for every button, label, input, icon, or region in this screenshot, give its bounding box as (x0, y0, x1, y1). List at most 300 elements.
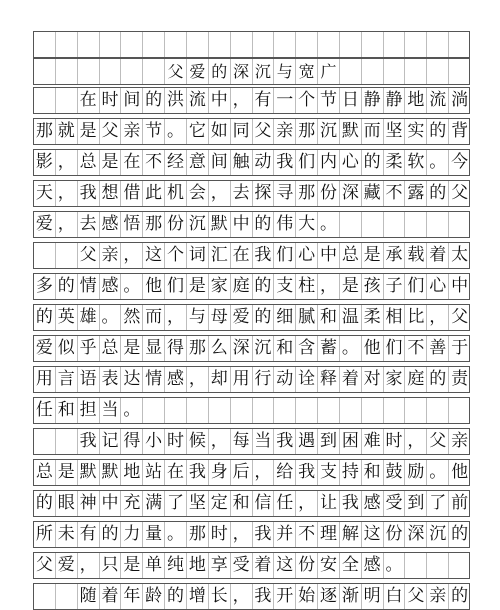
grid-cell: 随 (77, 584, 99, 609)
grid-cell: 亲 (120, 119, 142, 144)
grid-cell: 候 (186, 429, 208, 454)
grid-cell: 亲 (273, 119, 295, 144)
grid-cell: 安 (317, 553, 339, 578)
grid-cell (55, 584, 77, 609)
grid-cell: 逐 (317, 584, 339, 609)
grid-cell: 并 (273, 522, 295, 547)
grid-cell: 他 (448, 460, 470, 485)
grid-cell: 。 (120, 274, 142, 299)
grid-cell: 影 (33, 150, 55, 175)
essay-title (33, 58, 470, 85)
grid-cell: 这 (273, 553, 295, 578)
grid-cell: 励 (404, 460, 426, 485)
grid-cell: 的 (33, 491, 55, 516)
grid-cell (448, 398, 470, 423)
grid-cell: 的 (99, 522, 121, 547)
grid-cell: 纯 (164, 553, 186, 578)
grid-cell (361, 59, 383, 84)
grid-cell: 我 (252, 584, 274, 609)
grid-cell: 温 (339, 305, 361, 330)
grid-cell: 让 (317, 491, 339, 516)
grid-cell (33, 32, 55, 57)
grid-cell: 一 (273, 88, 295, 113)
grid-cell: ， (186, 367, 208, 392)
grid-cell: 满 (142, 491, 164, 516)
grid-cell: 有 (252, 88, 274, 113)
grid-cell: 信 (252, 491, 274, 516)
grid-cell: 总 (77, 150, 99, 175)
grid-cell (273, 32, 295, 57)
grid-cell: 的 (164, 584, 186, 609)
grid-cell: 探 (252, 181, 274, 206)
grid-cell: 在 (120, 150, 142, 175)
grid-cell: 。 (164, 119, 186, 144)
grid-cell: 不 (142, 150, 164, 175)
grid-cell: 受 (230, 553, 252, 578)
grid-cell: 中 (99, 491, 121, 516)
grid-cell: 地 (186, 553, 208, 578)
blank-row (33, 31, 470, 58)
grid-cell (55, 429, 77, 454)
grid-cell (404, 553, 426, 578)
grid-cell: 沉 (252, 336, 274, 361)
grid-cell (230, 398, 252, 423)
grid-cell: 。 (426, 150, 448, 175)
grid-cell: 的 (361, 150, 383, 175)
grid-cell (404, 59, 426, 84)
grid-cell (33, 584, 55, 609)
grid-cell (142, 32, 164, 57)
grid-cell (339, 212, 361, 237)
essay-line (33, 304, 470, 331)
grid-cell (186, 32, 208, 57)
grid-cell: 那 (142, 212, 164, 237)
grid-cell: 。 (339, 336, 361, 361)
grid-cell: 去 (230, 181, 252, 206)
grid-cell: ， (295, 491, 317, 516)
grid-cell: 对 (361, 367, 383, 392)
grid-cell: 父 (77, 243, 99, 268)
grid-cell: 鼓 (383, 460, 405, 485)
grid-cell: 的 (252, 212, 274, 237)
grid-cell: 的 (208, 59, 230, 84)
grid-cell: 份 (295, 553, 317, 578)
grid-cell: 遇 (295, 429, 317, 454)
grid-cell (77, 59, 99, 84)
grid-cell: 如 (208, 119, 230, 144)
grid-cell (317, 398, 339, 423)
grid-cell: 柱 (295, 274, 317, 299)
grid-cell: 享 (208, 553, 230, 578)
grid-cell: 和 (55, 398, 77, 423)
grid-cell: 的 (448, 584, 470, 609)
grid-cell: 理 (317, 522, 339, 547)
grid-cell: 始 (295, 584, 317, 609)
grid-cell: 相 (383, 305, 405, 330)
grid-cell: 开 (273, 584, 295, 609)
grid-cell: 柔 (361, 305, 383, 330)
grid-cell: 后 (230, 460, 252, 485)
grid-cell (33, 243, 55, 268)
grid-cell: 借 (120, 181, 142, 206)
grid-cell: 支 (317, 460, 339, 485)
grid-cell: 总 (33, 460, 55, 485)
grid-cell: 。 (120, 398, 142, 423)
grid-cell (208, 398, 230, 423)
grid-cell: 地 (120, 460, 142, 485)
grid-cell: 达 (120, 367, 142, 392)
grid-cell: 地 (404, 88, 426, 113)
grid-cell: 爱 (33, 212, 55, 237)
grid-cell: 与 (273, 59, 295, 84)
grid-cell: ， (404, 429, 426, 454)
grid-cell: 沉 (252, 59, 274, 84)
grid-cell: 想 (99, 181, 121, 206)
grid-cell (208, 32, 230, 57)
grid-cell: 的 (426, 181, 448, 206)
grid-cell: 静 (361, 88, 383, 113)
grid-cell: 时 (164, 429, 186, 454)
grid-cell: 中 (208, 88, 230, 113)
grid-cell: 我 (186, 460, 208, 485)
grid-cell: 们 (273, 243, 295, 268)
essay-line (33, 242, 470, 269)
essay-line (33, 397, 470, 424)
grid-cell: 那 (33, 119, 55, 144)
grid-cell: 心 (339, 150, 361, 175)
grid-cell (317, 32, 339, 57)
grid-cell (426, 212, 448, 237)
grid-cell: 这 (361, 522, 383, 547)
grid-cell: 是 (99, 150, 121, 175)
grid-cell: 言 (55, 367, 77, 392)
grid-cell: 不 (383, 181, 405, 206)
grid-cell (120, 32, 142, 57)
grid-cell (404, 212, 426, 237)
grid-cell: 深 (230, 336, 252, 361)
grid-cell (99, 32, 121, 57)
grid-cell: 时 (99, 88, 121, 113)
grid-cell: 全 (339, 553, 361, 578)
grid-cell (55, 59, 77, 84)
grid-cell: 长 (208, 584, 230, 609)
grid-cell: 藏 (361, 181, 383, 206)
grid-cell: 节 (142, 119, 164, 144)
grid-cell: 承 (383, 243, 405, 268)
grid-cell: 眼 (55, 491, 77, 516)
essay-line (33, 211, 470, 238)
grid-cell (361, 398, 383, 423)
composition-paper (33, 0, 470, 606)
grid-cell: 当 (252, 429, 274, 454)
grid-cell: 神 (77, 491, 99, 516)
grid-cell: 是 (186, 274, 208, 299)
grid-cell: ， (77, 553, 99, 578)
grid-cell: 是 (120, 553, 142, 578)
grid-cell: ， (426, 305, 448, 330)
grid-cell: 中 (448, 274, 470, 299)
grid-cell: 中 (317, 243, 339, 268)
grid-cell: 父 (426, 429, 448, 454)
grid-cell (142, 59, 164, 84)
essay-line (33, 366, 470, 393)
grid-cell: ， (55, 150, 77, 175)
grid-cell (383, 212, 405, 237)
grid-cell (142, 398, 164, 423)
grid-cell: 当 (99, 398, 121, 423)
grid-cell: 所 (33, 522, 55, 547)
grid-cell: 总 (339, 243, 361, 268)
grid-cell: 总 (99, 336, 121, 361)
grid-cell: 广 (317, 59, 339, 84)
grid-cell: 大 (295, 212, 317, 237)
grid-cell: 坚 (383, 119, 405, 144)
grid-cell: 露 (404, 181, 426, 206)
grid-cell: 会 (186, 181, 208, 206)
grid-cell: ， (317, 274, 339, 299)
grid-cell: 爱 (55, 553, 77, 578)
grid-cell: 是 (120, 336, 142, 361)
grid-cell: 间 (120, 88, 142, 113)
grid-cell: 那 (186, 336, 208, 361)
grid-cell: 量 (142, 522, 164, 547)
grid-cell: 站 (142, 460, 164, 485)
grid-cell: 们 (383, 336, 405, 361)
grid-cell: 然 (120, 305, 142, 330)
grid-cell (164, 32, 186, 57)
grid-cell: 动 (273, 367, 295, 392)
grid-cell: 爱 (230, 305, 252, 330)
grid-cell: 它 (186, 119, 208, 144)
grid-cell: 不 (404, 336, 426, 361)
grid-cell: 着 (426, 243, 448, 268)
grid-cell: ， (230, 584, 252, 609)
grid-cell: 日 (339, 88, 361, 113)
grid-cell: 天 (33, 181, 55, 206)
grid-cell: 记 (99, 429, 121, 454)
grid-cell (230, 32, 252, 57)
grid-cell: 到 (404, 491, 426, 516)
grid-cell: 们 (404, 274, 426, 299)
grid-cell: 时 (208, 522, 230, 547)
grid-cell: 行 (252, 367, 274, 392)
grid-cell: 深 (404, 522, 426, 547)
grid-cell: 亲 (99, 243, 121, 268)
grid-cell: 。 (317, 212, 339, 237)
grid-cell: 明 (361, 584, 383, 609)
essay-line (33, 149, 470, 176)
grid-cell: 个 (164, 243, 186, 268)
grid-cell: 那 (295, 181, 317, 206)
grid-cell: 的 (448, 522, 470, 547)
grid-cell: 载 (404, 243, 426, 268)
grid-cell (55, 88, 77, 113)
grid-cell: ， (208, 429, 230, 454)
grid-cell: 软 (404, 150, 426, 175)
grid-cell: 我 (252, 522, 274, 547)
grid-cell: 在 (164, 460, 186, 485)
grid-cell: 不 (295, 522, 317, 547)
grid-cell: ， (208, 181, 230, 206)
grid-cell: 与 (186, 305, 208, 330)
grid-cell: ， (55, 181, 77, 206)
grid-cell: 得 (120, 429, 142, 454)
grid-cell: ， (120, 243, 142, 268)
grid-cell (252, 32, 274, 57)
grid-cell: 去 (77, 212, 99, 237)
grid-cell: 母 (208, 305, 230, 330)
grid-cell: 庭 (404, 367, 426, 392)
grid-cell: 份 (383, 522, 405, 547)
grid-cell: 了 (426, 491, 448, 516)
grid-cell: 洪 (164, 88, 186, 113)
grid-cell: 解 (339, 522, 361, 547)
grid-cell: 蓄 (317, 336, 339, 361)
grid-cell (339, 398, 361, 423)
grid-cell: 着 (339, 367, 361, 392)
grid-cell: 到 (317, 429, 339, 454)
grid-cell: 增 (186, 584, 208, 609)
essay-line (33, 521, 470, 548)
grid-cell (404, 32, 426, 57)
grid-cell: 雄 (77, 305, 99, 330)
grid-cell: 动 (252, 150, 274, 175)
grid-cell: 们 (164, 274, 186, 299)
grid-cell: 我 (77, 181, 99, 206)
grid-cell: 父 (448, 181, 470, 206)
grid-cell: 孩 (361, 274, 383, 299)
grid-cell: 坚 (186, 491, 208, 516)
grid-cell: 诠 (295, 367, 317, 392)
grid-cell: 么 (208, 336, 230, 361)
grid-cell: 比 (404, 305, 426, 330)
grid-cell: 我 (273, 150, 295, 175)
grid-cell: 汇 (208, 243, 230, 268)
grid-cell: 词 (186, 243, 208, 268)
grid-cell: 有 (77, 522, 99, 547)
grid-cell: 每 (230, 429, 252, 454)
grid-cell: 持 (339, 460, 361, 485)
grid-cell: 触 (230, 150, 252, 175)
essay-line (33, 180, 470, 207)
grid-cell: ， (55, 212, 77, 237)
essay-line (33, 335, 470, 362)
grid-cell (361, 212, 383, 237)
grid-cell: 这 (142, 243, 164, 268)
grid-cell: 沉 (317, 119, 339, 144)
grid-cell: 父 (33, 553, 55, 578)
grid-cell: 和 (230, 491, 252, 516)
grid-cell (426, 398, 448, 423)
grid-cell: 淌 (448, 88, 470, 113)
grid-cell: 了 (164, 491, 186, 516)
grid-cell: 用 (230, 367, 252, 392)
grid-cell: 语 (77, 367, 99, 392)
grid-cell (295, 398, 317, 423)
grid-cell: 释 (317, 367, 339, 392)
grid-cell: 时 (383, 429, 405, 454)
grid-cell: 支 (273, 274, 295, 299)
grid-cell: 用 (33, 367, 55, 392)
grid-cell: 。 (383, 553, 405, 578)
grid-cell: 在 (77, 88, 99, 113)
grid-cell: 心 (295, 243, 317, 268)
grid-cell (120, 59, 142, 84)
grid-cell: 间 (208, 150, 230, 175)
grid-cell: 他 (361, 336, 383, 361)
grid-cell: 于 (448, 336, 470, 361)
grid-cell: 得 (164, 336, 186, 361)
grid-cell (426, 553, 448, 578)
grid-cell: 爱 (186, 59, 208, 84)
grid-cell: 背 (448, 119, 470, 144)
grid-cell: ， (252, 460, 274, 485)
grid-cell: 单 (142, 553, 164, 578)
grid-cell: 的 (426, 367, 448, 392)
grid-cell: 份 (164, 212, 186, 237)
grid-cell: 的 (252, 274, 274, 299)
grid-cell (33, 88, 55, 113)
grid-cell (361, 32, 383, 57)
grid-cell: 。 (99, 305, 121, 330)
grid-cell: 力 (120, 522, 142, 547)
grid-cell: 英 (55, 305, 77, 330)
grid-cell: 实 (404, 119, 426, 144)
grid-cell: 节 (317, 88, 339, 113)
grid-cell: 龄 (142, 584, 164, 609)
grid-cell: 我 (252, 243, 274, 268)
grid-cell (77, 32, 99, 57)
grid-cell: 流 (186, 88, 208, 113)
grid-cell: 内 (317, 150, 339, 175)
grid-cell: 家 (383, 367, 405, 392)
grid-cell: 责 (448, 367, 470, 392)
grid-cell: ， (230, 88, 252, 113)
essay-line (33, 459, 470, 486)
essay-line (33, 490, 470, 517)
grid-cell: 默 (208, 212, 230, 237)
grid-cell: 和 (361, 460, 383, 485)
grid-cell: 父 (252, 119, 274, 144)
grid-cell: ， (164, 305, 186, 330)
grid-cell: 父 (404, 584, 426, 609)
grid-cell: 默 (99, 460, 121, 485)
grid-cell: 白 (383, 584, 405, 609)
grid-cell: ， (230, 522, 252, 547)
grid-cell: 同 (230, 119, 252, 144)
essay-line (33, 428, 470, 455)
grid-cell: 此 (142, 181, 164, 206)
grid-cell: 只 (99, 553, 121, 578)
grid-cell: 沉 (186, 212, 208, 237)
grid-cell: 静 (383, 88, 405, 113)
grid-cell: 父 (99, 119, 121, 144)
grid-cell: 我 (295, 460, 317, 485)
grid-cell: 爱 (33, 336, 55, 361)
grid-cell: 是 (361, 243, 383, 268)
grid-cell: 们 (295, 150, 317, 175)
grid-cell: 感 (361, 491, 383, 516)
grid-cell: 亲 (426, 584, 448, 609)
grid-cell: 身 (208, 460, 230, 485)
grid-cell: 父 (448, 305, 470, 330)
grid-cell: 困 (339, 429, 361, 454)
grid-cell: 家 (208, 274, 230, 299)
grid-cell: 感 (99, 212, 121, 237)
grid-cell: 受 (383, 491, 405, 516)
grid-cell: 子 (383, 274, 405, 299)
grid-cell: 任 (33, 398, 55, 423)
